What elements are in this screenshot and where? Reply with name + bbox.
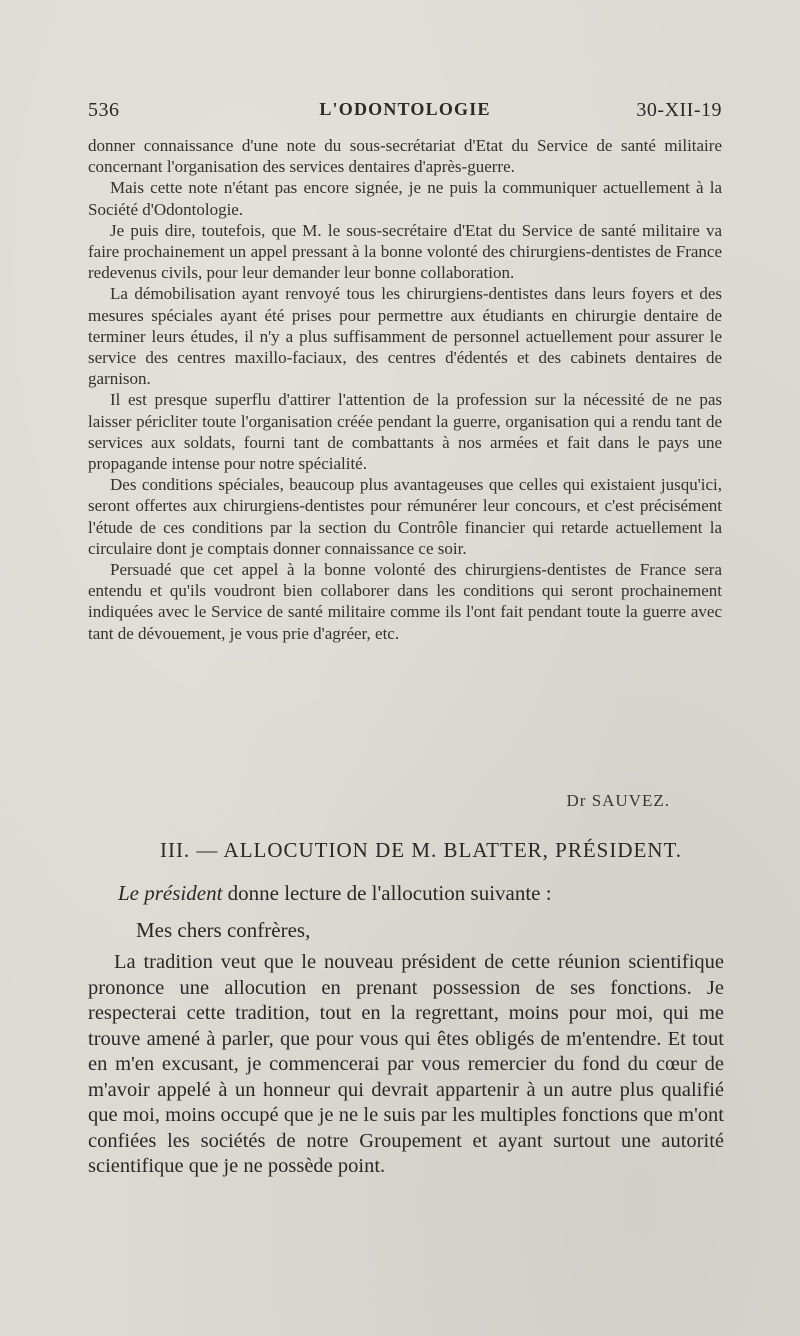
signature: Dr SAUVEZ. (566, 791, 670, 810)
intro-text: donne lecture de l'allocution suivante : (222, 881, 552, 905)
section-heading: III. — ALLOCUTION DE M. BLATTER, PRÉSIDENT. (159, 838, 683, 862)
letter-body (88, 135, 722, 644)
letter-paragraph: Je puis dire, toutefois, que M. le sous-secrétaire d'Etat du Service de santé militaire va faire prochainement un appel pressant à la bonne volonté des chirurgiens-dentistes de France redevenus civils, pour leur demander leur bonne collaboration. (88, 220, 722, 283)
letter-paragraph: Des conditions spéciales, beaucoup plus avantageuses que celles qui existaient jusqu'ici, seront offertes aux chirurgiens-dentistes pour rémunérer leur concours, et c'est précisément l'étude de ces conditions par la section du Contrôle financier qui retarde actuellement la circulaire dont je comptais donner connaissance ce soir. (88, 475, 722, 558)
letter-paragraph: Mais cette note n'étant pas encore signée, je ne puis la communiquer actuellement à la Société d'Odontologie. (88, 178, 722, 219)
journal-title: L'ODONTOLOGIE (319, 99, 491, 119)
speech-body (88, 950, 724, 1180)
page-number: 536 (88, 99, 120, 121)
letter-paragraph: Il est presque superflu d'attirer l'attention de la profession sur la nécessité de ne pas laisser péricliter toute l'organisation créée pendant la guerre, organisation qui a rendu tant de services aux soldats, fourni tant de combattants à nos armées et fait dans le pays une propagande intense pour notre spécialité. (88, 390, 722, 474)
running-header (88, 95, 722, 127)
intro-italic: Le président (118, 881, 223, 905)
section-intro (118, 881, 552, 906)
letter-paragraph: Persuadé que cet appel à la bonne volonté des chirurgiens-dentistes de France sera entendu et qu'ils voudront bien collaborer dans les conditions qui seront prochainement indiquées avec le Service de santé militaire comme ils l'ont fait pendant toute la guerre avec tant de dévouement, je vous prie d'agréer, etc. (88, 560, 722, 643)
speech-paragraph: La tradition veut que le nouveau président de cette réunion scientifique prononce une allocution en prenant possession de ses fonctions. Je respecterai cette tradition, tout en la regrettant, moins pour moi, qui me trouve amené à parler, que pour vous qui êtes obligés de m'entendre. Et tout en m'en excusant, je commencerai par vous remercier du fond du cœur de m'avoir appelé à un honneur qui devrait appartenir à un autre plus qualifié que moi, moins occupé que je ne le suis par les multiples fonctions que m'ont confiées les sociétés de notre Groupement et ayant surtout une autorité scientifique que je ne possède point. (88, 951, 724, 1177)
letter-paragraph: donner connaissance d'une note du sous-secrétariat d'Etat du Service de santé militaire concernant l'organisation des services dentaires d'après-guerre. (88, 136, 722, 177)
letter-paragraph: La démobilisation ayant renvoyé tous les chirurgiens-dentistes dans leurs foyers et des mesures spéciales ayant été prises pour permettre aux étudiants en chirurgie dentaire de terminer leurs études, il n'y a plus suffisamment de personnel actuellement pour assurer le service des centres maxillo-faciaux, des centres d'édentés et des cabinets dentaires de garnison. (88, 284, 722, 389)
issue-date: 30-XII-19 (636, 99, 722, 121)
salutation: Mes chers confrères, (136, 918, 311, 942)
